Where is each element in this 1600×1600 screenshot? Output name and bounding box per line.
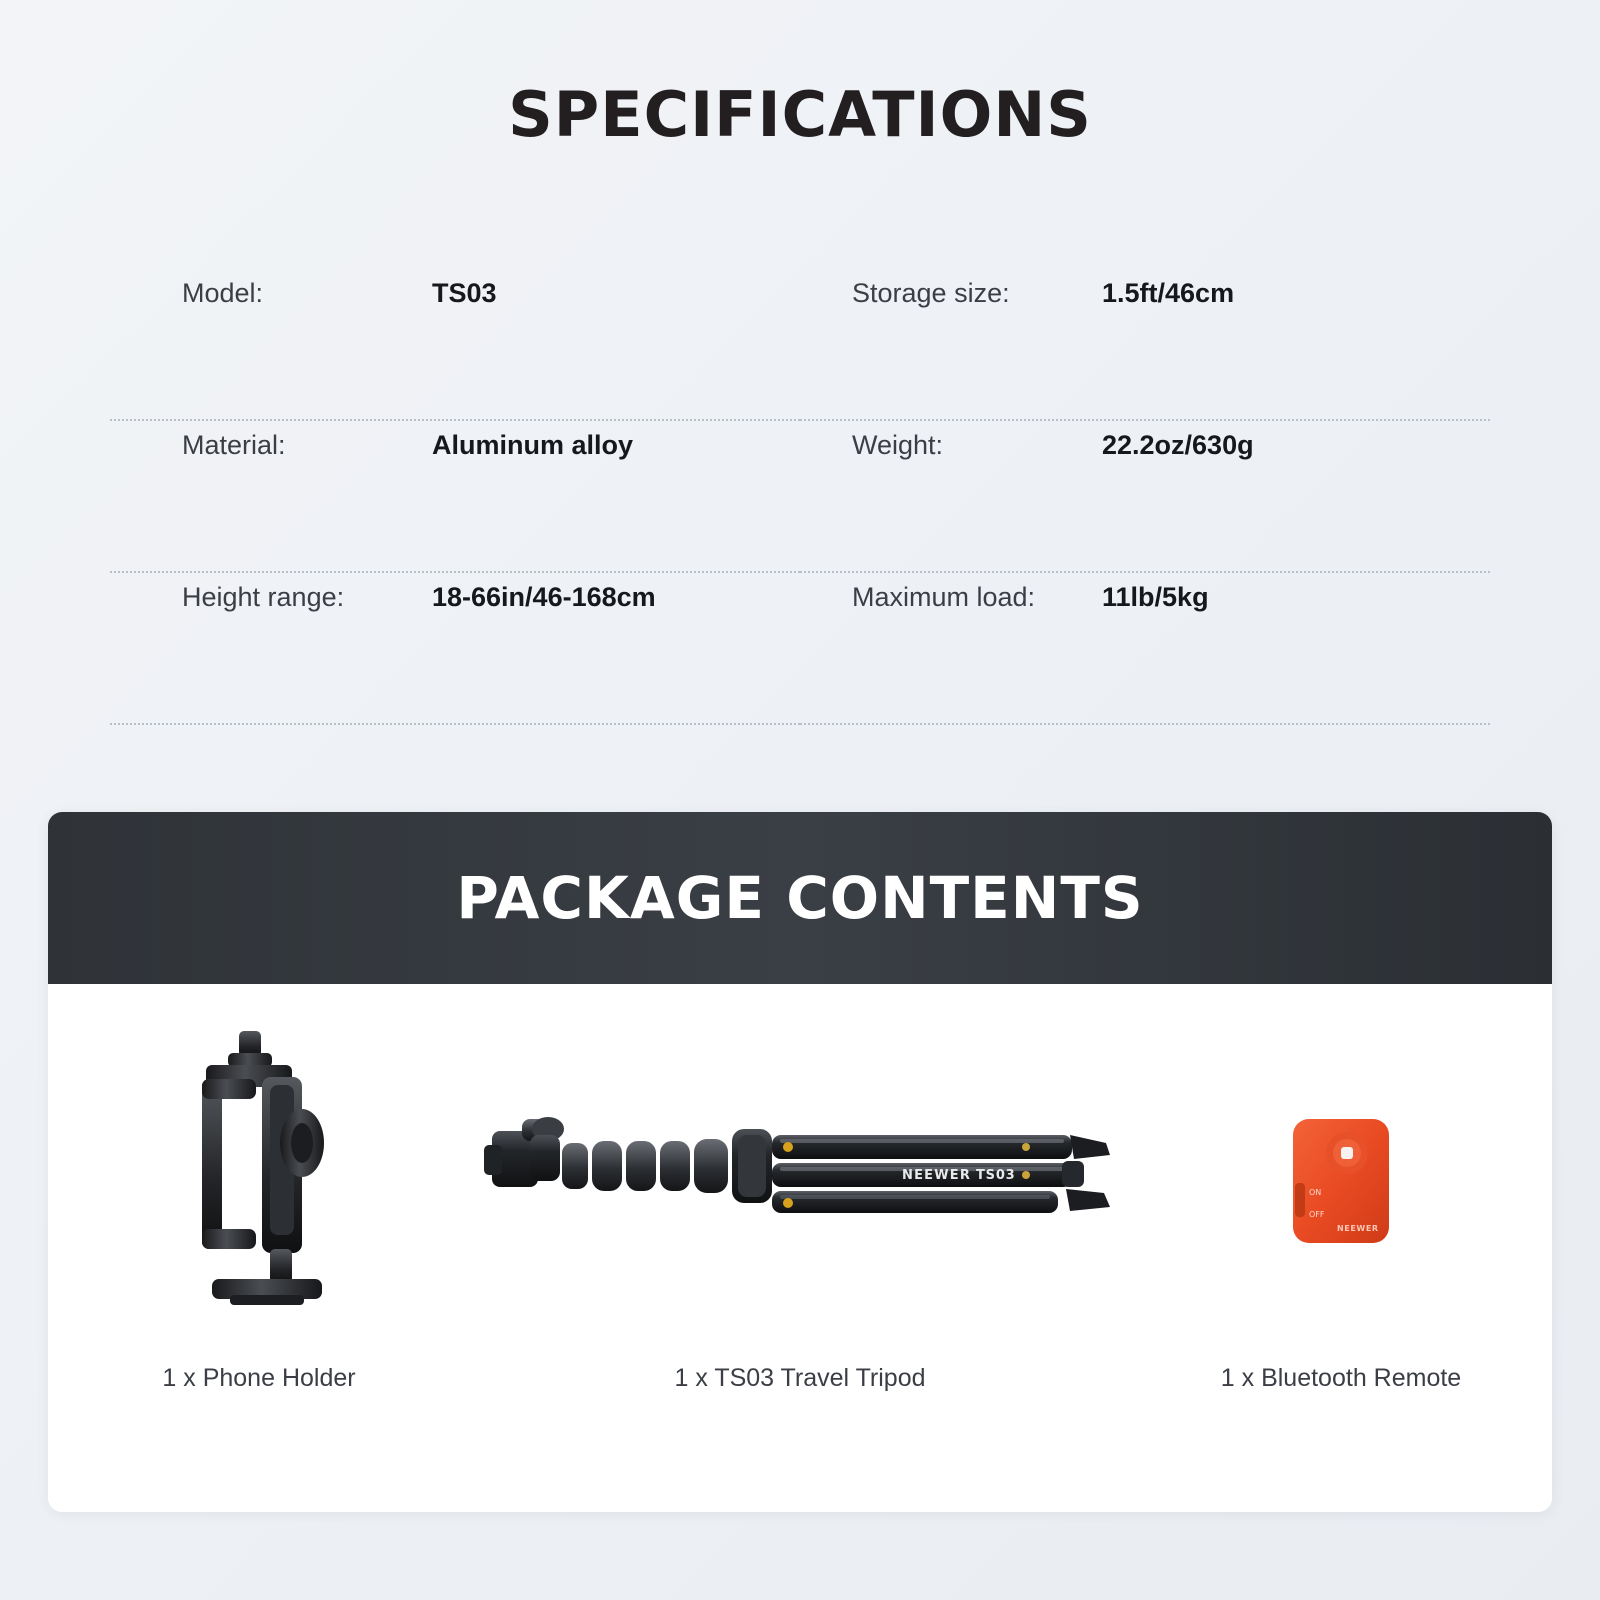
table-row bbox=[110, 421, 1490, 573]
svg-text:OFF: OFF bbox=[1309, 1210, 1325, 1219]
list-item bbox=[48, 984, 470, 1512]
list-item-label: 1 x TS03 Travel Tripod bbox=[674, 1364, 926, 1392]
spec-label: Weight: bbox=[852, 430, 944, 460]
spec-value: 22.2oz/630g bbox=[1102, 430, 1254, 460]
list-item bbox=[1130, 984, 1552, 1512]
list-item bbox=[470, 984, 1130, 1512]
tripod-icon bbox=[470, 1008, 1130, 1338]
spec-label: Storage size: bbox=[852, 278, 1010, 308]
spec-cell-storage-size bbox=[800, 269, 1490, 421]
spec-value: 1.5ft/46cm bbox=[1102, 278, 1235, 308]
table-row bbox=[110, 269, 1490, 421]
spec-label: Material: bbox=[182, 430, 286, 460]
package-contents-body bbox=[48, 984, 1552, 1512]
spec-label: Model: bbox=[182, 278, 264, 308]
spec-cell-height-range bbox=[110, 573, 800, 725]
spec-cell-maximum-load bbox=[800, 573, 1490, 725]
package-contents-panel bbox=[48, 812, 1552, 1512]
spec-value: TS03 bbox=[432, 278, 497, 308]
spec-label: Maximum load: bbox=[852, 582, 1036, 612]
spec-cell-model bbox=[110, 269, 800, 421]
spec-label: Height range: bbox=[182, 582, 345, 612]
specifications-table bbox=[110, 269, 1490, 725]
spec-value: 18-66in/46-168cm bbox=[432, 582, 656, 612]
table-row bbox=[110, 573, 1490, 725]
svg-text:NEEWER: NEEWER bbox=[902, 1168, 972, 1183]
package-contents-header bbox=[48, 812, 1552, 984]
spec-value: Aluminum alloy bbox=[432, 430, 634, 460]
bluetooth-remote-icon bbox=[1261, 1008, 1421, 1338]
package-contents-title: PACKAGE CONTENTS bbox=[456, 864, 1144, 932]
phone-holder-icon bbox=[144, 1008, 374, 1338]
spec-cell-weight bbox=[800, 421, 1490, 573]
spec-value: 11lb/5kg bbox=[1102, 582, 1209, 612]
svg-text:ON: ON bbox=[1309, 1188, 1322, 1197]
svg-text:NEEWER: NEEWER bbox=[1337, 1224, 1379, 1233]
spec-cell-material bbox=[110, 421, 800, 573]
list-item-label: 1 x Bluetooth Remote bbox=[1220, 1364, 1462, 1392]
page-title: SPECIFICATIONS bbox=[508, 78, 1092, 151]
svg-text:TS03: TS03 bbox=[976, 1168, 1016, 1183]
list-item-label: 1 x Phone Holder bbox=[162, 1364, 356, 1392]
